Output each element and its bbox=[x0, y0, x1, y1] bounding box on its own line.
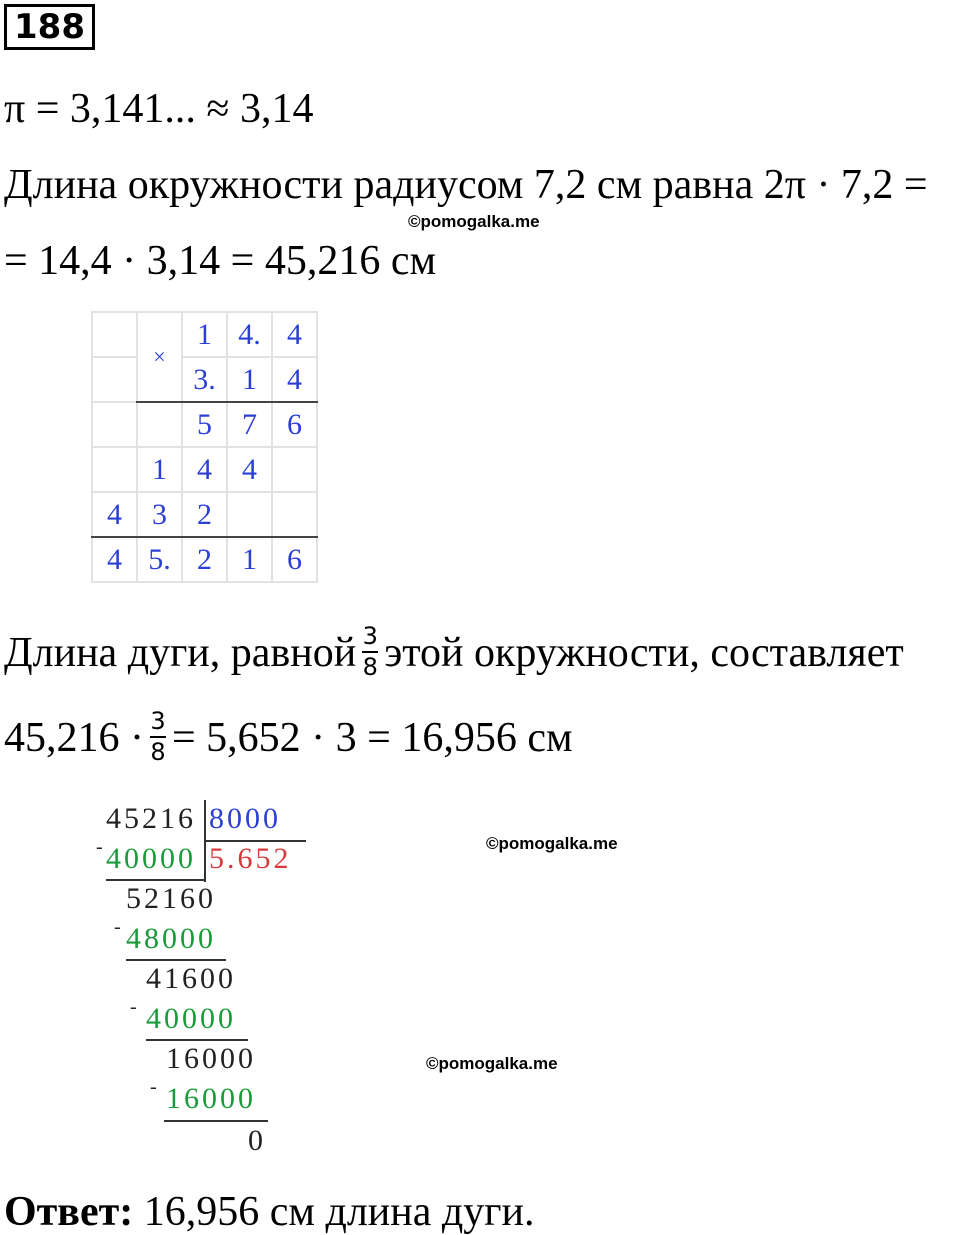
fraction-numerator: 3 bbox=[362, 622, 378, 650]
minus-sign: - bbox=[130, 996, 137, 1018]
quotient: 5.652 bbox=[209, 842, 292, 875]
grid-cell: 1 bbox=[182, 312, 227, 357]
grid-cell: 4 bbox=[272, 312, 317, 357]
arc-sentence-start: Длина дуги, равной bbox=[4, 629, 357, 676]
remainder-2: 41600 bbox=[146, 962, 236, 995]
grid-cell: 3. bbox=[182, 357, 227, 402]
watermark: ©pomogalka.me bbox=[408, 212, 540, 231]
grid-cell: 2 bbox=[182, 492, 227, 537]
answer-label: Ответ: bbox=[4, 1189, 134, 1235]
subtrahend-4: 16000 bbox=[166, 1082, 256, 1115]
grid-row bbox=[92, 492, 317, 537]
fraction-numerator: 3 bbox=[150, 707, 166, 735]
arc-calculation bbox=[4, 707, 573, 769]
grid-cell: 4 bbox=[182, 447, 227, 492]
grid-cell: 4 bbox=[272, 357, 317, 402]
circumference-line-2: = 14,4 · 3,14 = 45,216 см bbox=[4, 238, 437, 284]
grid-cell: 6 bbox=[272, 537, 317, 582]
step-rule bbox=[126, 959, 226, 961]
grid-cell bbox=[92, 402, 137, 447]
step-rule bbox=[106, 879, 204, 881]
grid-cell bbox=[92, 447, 137, 492]
grid-cell: 1 bbox=[227, 357, 272, 402]
grid-cell: 4 bbox=[92, 492, 137, 537]
grid-row bbox=[92, 357, 317, 402]
grid-cell: 4. bbox=[227, 312, 272, 357]
grid-row bbox=[92, 537, 317, 582]
answer bbox=[4, 1191, 534, 1233]
remainder-3: 16000 bbox=[166, 1042, 256, 1075]
step-rule bbox=[146, 1039, 248, 1041]
pi-approximation: π = 3,141... ≈ 3,14 bbox=[4, 86, 314, 132]
grid-cell: 4 bbox=[92, 537, 137, 582]
grid-cell: 3 bbox=[137, 492, 182, 537]
answer-text: 16,956 см длина дуги. bbox=[143, 1189, 535, 1235]
minus-sign: - bbox=[150, 1076, 157, 1098]
grid-row bbox=[92, 447, 317, 492]
remainder-1: 52160 bbox=[126, 882, 216, 915]
fraction bbox=[150, 709, 166, 765]
step-rule bbox=[164, 1120, 268, 1122]
dividend: 45216 bbox=[106, 802, 196, 835]
grid-cell: 2 bbox=[182, 537, 227, 582]
subtrahend-2: 48000 bbox=[126, 922, 216, 955]
minus-sign: - bbox=[96, 836, 103, 858]
fraction-denominator: 8 bbox=[362, 653, 378, 682]
watermark: ©pomogalka.me bbox=[426, 1054, 558, 1073]
multiply-sign: × bbox=[137, 312, 182, 402]
grid-row bbox=[92, 312, 317, 357]
fraction-denominator: 8 bbox=[150, 738, 166, 767]
grid-cell bbox=[92, 312, 137, 357]
divisor: 8000 bbox=[209, 802, 281, 835]
grid-cell bbox=[92, 357, 137, 402]
grid-cell bbox=[227, 492, 272, 537]
fraction bbox=[362, 624, 378, 680]
grid-cell: 4 bbox=[227, 447, 272, 492]
arc-calc-end: = 5,652 · 3 = 16,956 см bbox=[172, 714, 573, 761]
watermark: ©pomogalka.me bbox=[486, 834, 618, 853]
arc-sentence-end: этой окружности, составляет bbox=[384, 629, 904, 676]
grid-row bbox=[92, 402, 317, 447]
grid-cell bbox=[272, 447, 317, 492]
grid-cell: 5. bbox=[137, 537, 182, 582]
final-remainder: 0 bbox=[248, 1124, 266, 1157]
subtrahend-3: 40000 bbox=[146, 1002, 236, 1035]
subtrahend-1: 40000 bbox=[106, 842, 196, 875]
arc-calc-start: 45,216 · bbox=[4, 714, 144, 761]
minus-sign: - bbox=[114, 916, 121, 938]
arc-sentence bbox=[4, 622, 904, 684]
grid-cell: 6 bbox=[272, 402, 317, 447]
grid-cell: 5 bbox=[182, 402, 227, 447]
grid-cell: 1 bbox=[227, 537, 272, 582]
multiplication-grid bbox=[91, 311, 318, 583]
grid-cell: 7 bbox=[227, 402, 272, 447]
circumference-line-1: Длина окружности радиусом 7,2 см равна 2π · 7,2 = bbox=[4, 162, 928, 208]
grid-cell bbox=[272, 492, 317, 537]
grid-cell bbox=[137, 402, 182, 447]
grid-cell: 1 bbox=[137, 447, 182, 492]
task-number: 188 bbox=[4, 4, 95, 50]
